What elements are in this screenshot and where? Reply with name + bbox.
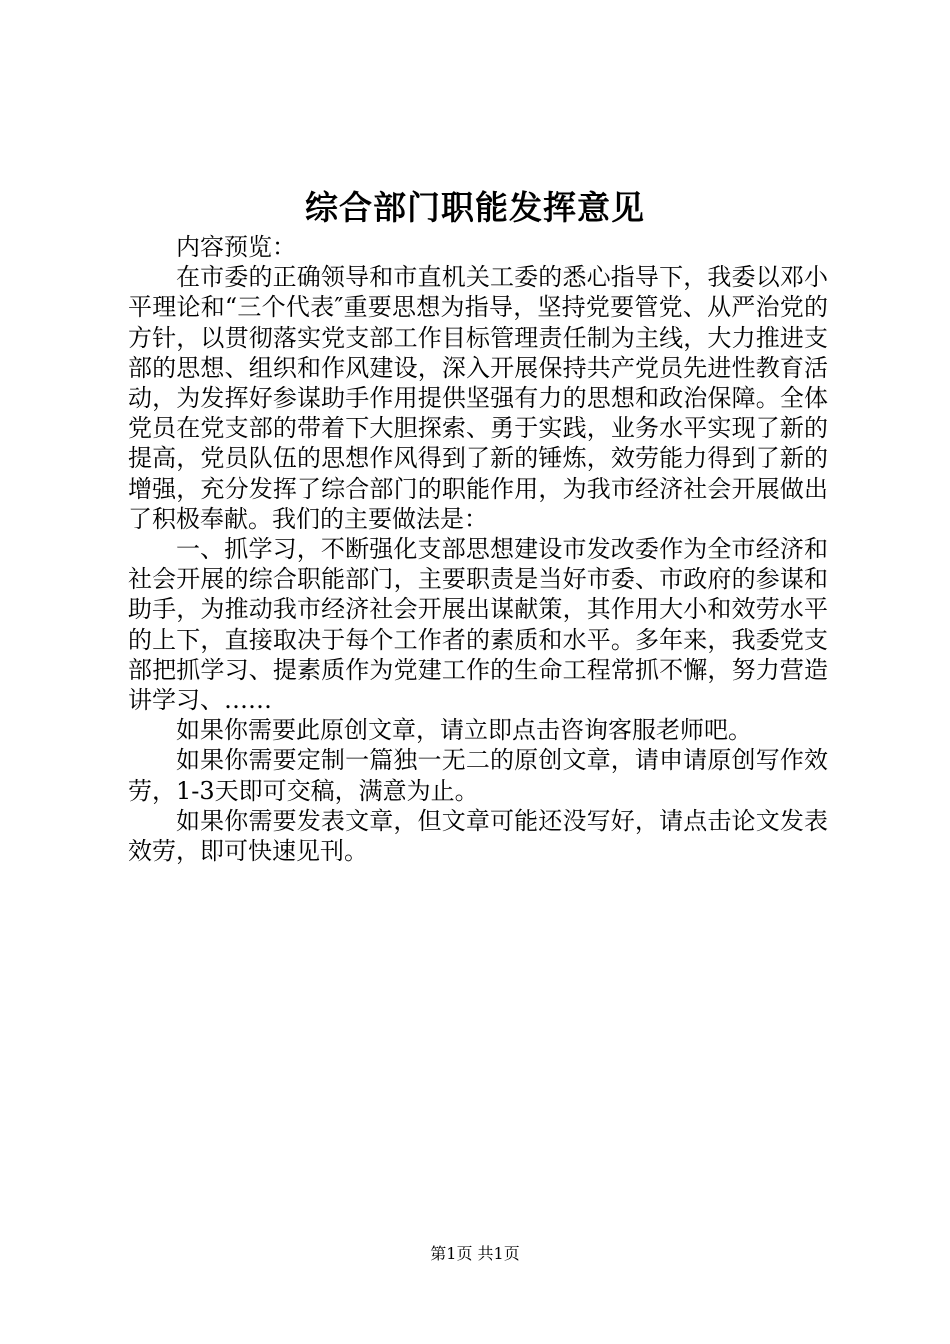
paragraph-preview-label: 内容预览： <box>176 233 296 261</box>
paragraph-intro: 在市委的正确领导和市直机关工委的悉心指导下，我委以邓小平理论和“三个代表″重要思想为指导，坚持党要管党、从严治党的方针，以贯彻落实党支部工作目标管理责任制为主线，大力推进支部的思想、组织和作风建设，深入开展保持共产党员先进性教育活动，为发挥好参谋助手作用提供坚强有力的思想和政治保障。全体党员在党支部的带着下大胆探索、勇于实践，业务水平实现了新的提高，党员队伍的思想作风得到了新的锤炼，效劳能力得到了新的增强，充分发挥了综合部门的职能作用，为我市经济社会开展做出了积极奉献。我们的主要做法是： <box>128 263 828 533</box>
paragraph-contact: 如果你需要此原创文章，请立即点击咨询客服老师吧。 <box>176 716 752 745</box>
paragraph-section-one: 一、抓学习，不断强化支部思想建设市发改委作为全市经济和社会开展的综合职能部门，主要职责是当好市委、市政府的参谋和助手，为推动我市经济社会开展出谋献策，其作用大小和效劳水平的上下，直接取决于每个工作者的素质和水平。多年来，我委党支部把抓学习、提素质作为党建工作的生命工程常抓不懈，努力营造讲学习、…… <box>128 535 828 715</box>
document-body <box>128 232 828 866</box>
paragraph-publishing: 如果你需要发表文章，但文章可能还没写好，请点击论文发表效劳，即可快速见刊。 <box>128 806 828 866</box>
document-title: 综合部门职能发挥意见 <box>305 188 645 227</box>
paragraph-custom-writing: 如果你需要定制一篇独一无二的原创文章，请申请原创写作效劳，1-3天即可交稿，满意为止。 <box>128 746 828 805</box>
page-footer: 第1页 共1页 <box>430 1244 520 1263</box>
